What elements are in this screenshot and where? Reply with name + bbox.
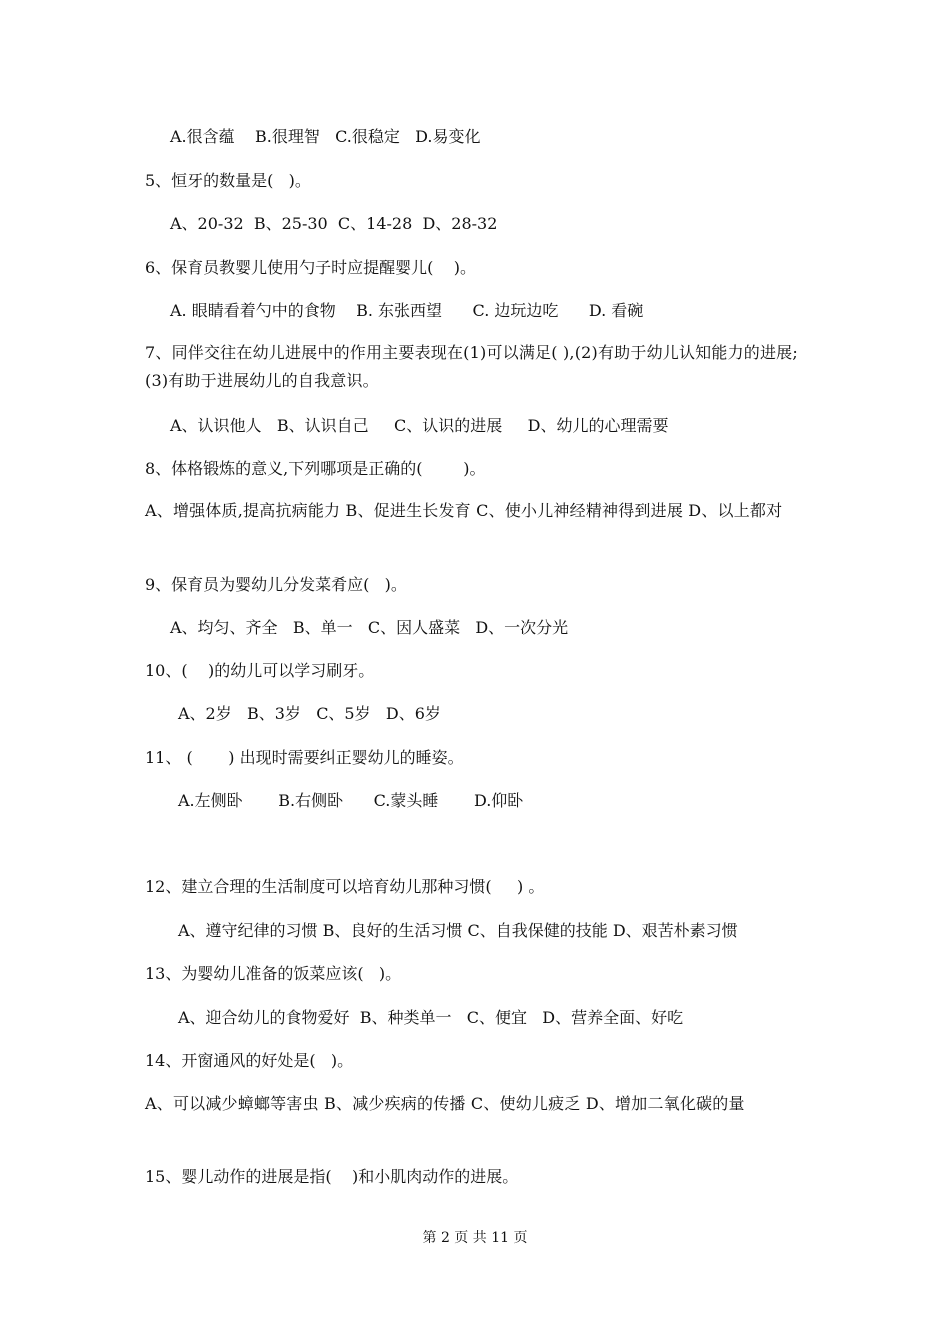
question-10: 10、( )的幼儿可以学习刷牙。 [145,661,375,680]
q11-options: A.左侧卧 B.右侧卧 C.蒙头睡 D.仰卧 [178,791,524,810]
q14-options: A、可以减少蟑螂等害虫 B、减少疾病的传播 C、使幼儿疲乏 D、增加二氧化碳的量 [145,1094,745,1113]
question-13: 13、为婴幼儿准备的饭菜应该( )。 [145,964,402,983]
q13-options: A、迎合幼儿的食物爱好 B、种类单一 C、便宜 D、营养全面、好吃 [178,1008,684,1027]
q4-options: A.很含蕴 B.很理智 C.很稳定 D.易变化 [170,127,481,146]
q7-options: A、认识他人 B、认识自己 C、认识的进展 D、幼儿的心理需要 [170,416,669,435]
question-11: 11、 ( ) 出现时需要纠正婴幼儿的睡姿。 [145,748,464,767]
q10-options: A、2岁 B、3岁 C、5岁 D、6岁 [178,704,441,723]
q6-options: A. 眼睛看着勺中的食物 B. 东张西望 C. 边玩边吃 D. 看碗 [170,301,644,320]
page-footer: 第 2 页 共 11 页 [422,1230,528,1246]
q5-options: A、20-32 B、25-30 C、14-28 D、28-32 [170,214,498,233]
question-5: 5、恒牙的数量是( )。 [145,171,311,190]
question-12: 12、建立合理的生活制度可以培育幼儿那种习惯( ) 。 [145,877,545,896]
question-14: 14、开窗通风的好处是( )。 [145,1051,354,1070]
q8-options: A、增强体质,提高抗病能力 B、促进生长发育 C、使小儿神经精神得到进展 D、以上都对 [145,501,783,520]
question-6: 6、保育员教婴儿使用勺子时应提醒婴儿( )。 [145,258,477,277]
question-15: 15、婴儿动作的进展是指( )和小肌肉动作的进展。 [145,1167,519,1186]
question-9: 9、保育员为婴幼儿分发菜肴应( )。 [145,575,407,594]
question-8: 8、体格锻炼的意义,下列哪项是正确的( )。 [145,459,486,478]
q9-options: A、均匀、齐全 B、单一 C、因人盛菜 D、一次分光 [170,618,569,637]
q12-options: A、遵守纪律的习惯 B、良好的生活习惯 C、自我保健的技能 D、艰苦朴素习惯 [178,921,738,940]
question-7: 7、同伴交往在幼儿进展中的作用主要表现在(1)可以满足( ),(2)有助于幼儿认知能力的进展;(3)有助于进展幼儿的自我意识。 [145,343,798,390]
